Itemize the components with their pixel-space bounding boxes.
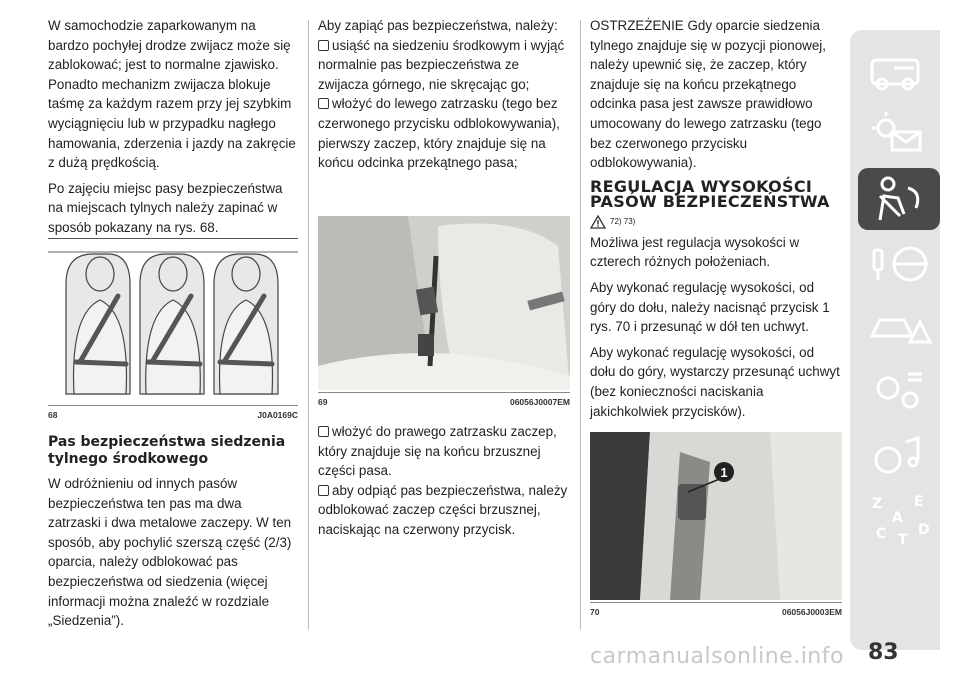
list-item-text: aby odpiąć pas bezpieczeństwa, należy odblokować zaczep części brzusznej, naciskając na czerwony przycisk.	[318, 482, 568, 537]
svg-text:Z: Z	[872, 496, 883, 512]
column-divider	[308, 20, 309, 630]
figure-68-rear-seats-belts	[48, 244, 298, 402]
paragraph: Po zajęciu miejsc pasy bezpieczeństwa na miejscach tylnych należy zapinać w sposób pokazany na rys. 68.	[48, 180, 283, 235]
tab-safety[interactable]	[858, 168, 940, 230]
list-item	[318, 94, 568, 172]
figure-code: J0A0169C	[257, 410, 298, 420]
figure-bottom-rule	[590, 602, 842, 603]
paragraph: W odróżnieniu od innych pasów bezpieczeństwa ten pas ma dwa zatrzaski i dwa metalowe zaczepy. W ten sposób, aby pochylić szerszą część (2/3) oparcia, należy odblokować pas bezpieczeństwa od siedzenia (więcej informacji można znaleźć w rozdziale „Siedzenia”).	[48, 476, 292, 629]
breakdown-icon	[858, 296, 940, 358]
warning-lights-icon	[858, 104, 940, 166]
checkbox-bullet-icon	[318, 98, 329, 109]
callout-number: 1	[720, 465, 728, 480]
checkbox-bullet-icon	[318, 485, 329, 496]
column-divider	[580, 20, 581, 630]
multimedia-icon	[858, 424, 940, 486]
svg-text:A: A	[892, 510, 903, 526]
column-2	[318, 16, 568, 173]
checkbox-bullet-icon	[318, 40, 329, 51]
list-item-text: włożyć do prawego zatrzasku zaczep, który znajduje się na końcu brzusznej części pasa.	[318, 424, 557, 479]
column-1	[48, 16, 298, 244]
tab-maintenance[interactable]	[858, 360, 940, 422]
tab-emergency[interactable]	[858, 296, 940, 358]
list-item	[318, 36, 568, 95]
list-item	[318, 422, 568, 481]
svg-text:E: E	[914, 494, 924, 510]
figure-70-height-adjuster-photo	[590, 432, 842, 600]
paragraph: Możliwa jest regulacja wysokości w czterech różnych położeniach.	[590, 234, 800, 270]
tab-starting-driving[interactable]	[858, 232, 940, 294]
figure-caption	[590, 607, 842, 619]
column-2-lower	[318, 422, 568, 540]
tab-index[interactable]	[858, 488, 940, 550]
tab-dashboard[interactable]	[858, 40, 940, 102]
figure-caption	[318, 397, 570, 409]
maintenance-gears-icon	[858, 360, 940, 422]
paragraph: Aby zapiąć pas bezpieczeństwa, należy:	[318, 18, 558, 33]
figure-69-center-belt-photo	[318, 216, 570, 390]
paragraph: W samochodzie zaparkowanym na bardzo pochyłej drodze zwijacz może się zablokować; jest to normalne zjawisko. Ponadto mechanizm zwijacza blokuje taśmę za każdym razem przy jej szybkim wyciągnięciu lub w przypadku nagłego hamowania, zderzenia i jazdy na zakręcie z dużą prędkością.	[48, 18, 296, 171]
figure-bottom-rule	[48, 405, 298, 406]
column-1-lower	[48, 428, 298, 637]
index-icon	[858, 488, 940, 550]
warning-reference	[590, 215, 842, 229]
figure-code: 06056J0003EM	[781, 607, 842, 617]
figure-number: 68	[48, 410, 58, 420]
tab-multimedia[interactable]	[858, 424, 940, 486]
column-3	[590, 16, 842, 427]
list-item-text: usiąść na siedzeniu środkowym i wyjąć normalnie pas bezpieczeństwa ze zwijacza górnego, nie skręcając go;	[318, 37, 565, 92]
warning-refs-text: 72) 73)	[610, 217, 636, 227]
figure-caption	[48, 410, 298, 422]
page-number: 83	[868, 640, 899, 665]
car-dashboard-icon	[858, 40, 940, 102]
steering-wheel-key-icon	[858, 232, 940, 294]
figure-bottom-rule	[318, 392, 570, 393]
section-heading: Pas bezpieczeństwa siedzenia tylnego środkowego	[48, 434, 286, 467]
section-heading: REGULACJA WYSOKOŚCI PASÓW BEZPIECZEŃSTWA	[590, 176, 830, 211]
figure-number: 69	[318, 397, 328, 407]
paragraph: Aby wykonać regulację wysokości, od góry do dołu, należy nacisnąć przycisk 1 rys. 70 i przesunąć w dół ten uchwyt.	[590, 279, 830, 335]
warning-triangle-icon	[590, 215, 606, 229]
figure-top-rule	[48, 238, 298, 239]
figure-code: 06056J0007EM	[509, 397, 570, 407]
checkbox-bullet-icon	[318, 426, 329, 437]
svg-text:T: T	[898, 532, 908, 548]
list-item-text: włożyć do lewego zatrzasku (tego bez czerwonego przycisku odblokowywania), pierwszy zaczep, który znajduje się na końcu odcinka przekątnego pasa;	[318, 96, 560, 171]
seatbelt-airbag-icon	[858, 168, 940, 230]
list-item	[318, 481, 568, 540]
svg-text:D: D	[918, 522, 930, 538]
paragraph: Aby wykonać regulację wysokości, od dołu do góry, wystarczy przesunąć uchwyt (bez konieczności naciskania jakichkolwiek przycisków).	[590, 344, 840, 419]
tab-warning-lights[interactable]	[858, 104, 940, 166]
watermark: carmanualsonline.info	[590, 644, 844, 669]
warning-paragraph: OSTRZEŻENIE Gdy oparcie siedzenia tylnego znajduje się w pozycji pionowej, należy upewnić się, że zaczep, który znajduje się na końcu przekątnego odcinka pasa jest zawsze prawidłowo umocowany do lewego zatrzasku (tego bez czerwonego przycisku odblokowywania).	[590, 18, 826, 171]
figure-number: 70	[590, 607, 600, 617]
svg-text:C: C	[876, 526, 887, 542]
